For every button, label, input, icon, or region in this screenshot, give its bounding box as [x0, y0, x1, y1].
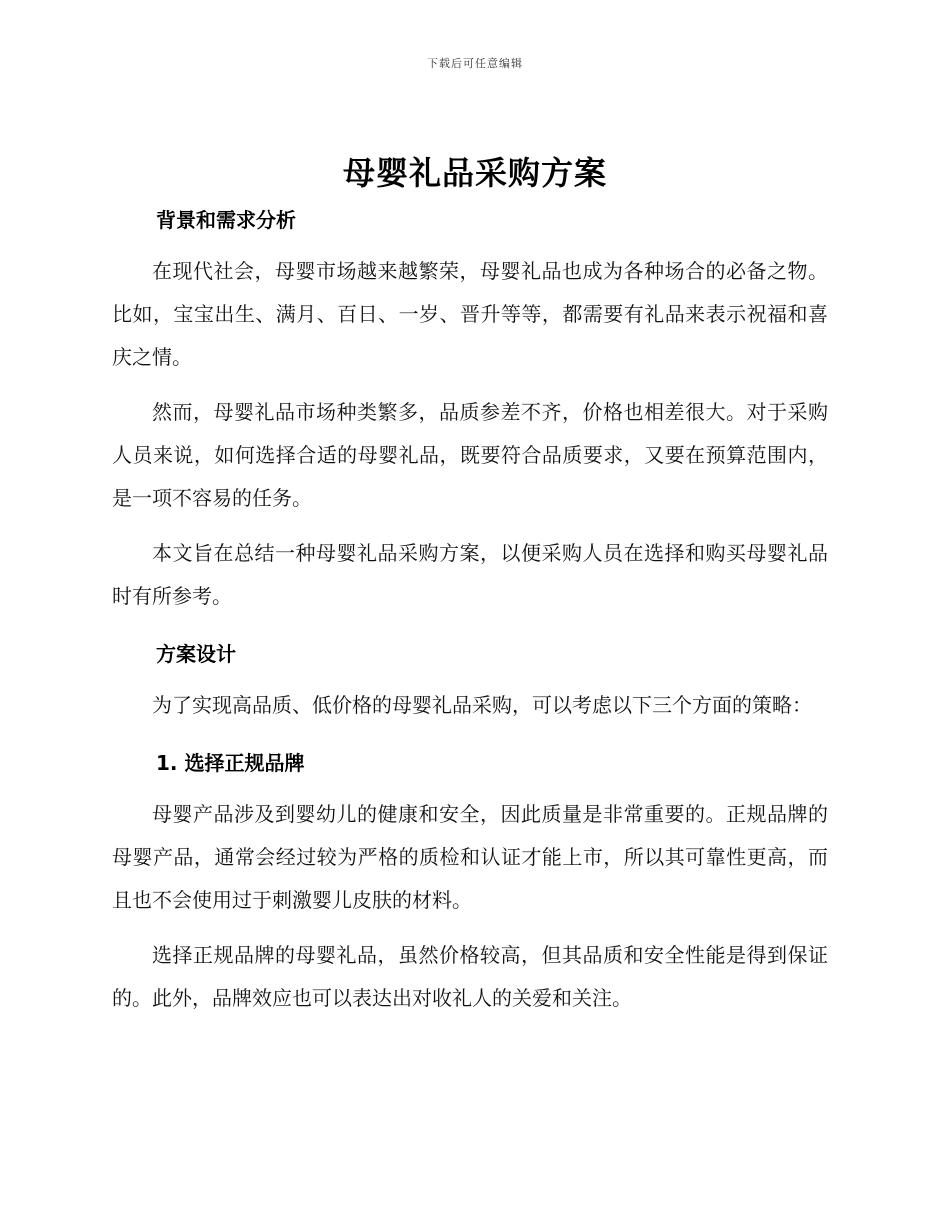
paragraph: 为了实现高品质、低价格的母婴礼品采购，可以考虑以下三个方面的策略：	[152, 693, 812, 717]
section-heading-background: 背景和需求分析	[156, 208, 296, 232]
section-heading-design: 方案设计	[156, 642, 236, 666]
page-header-note: 下载后可任意编辑	[427, 57, 523, 70]
subsection-heading-brand: 1. 选择正规品牌	[156, 751, 305, 775]
paragraph: 然而，母婴礼品市场种类繁多，品质参差不齐，价格也相差很大。对于采购人员来说，如何选择合适的母婴礼品，既要符合品质要求，又要在预算范围内，是一项不容易的任务。	[112, 400, 828, 510]
paragraph: 本文旨在总结一种母婴礼品采购方案，以便采购人员在选择和购买母婴礼品时有所参考。	[112, 541, 828, 608]
document-title: 母婴礼品采购方案	[342, 154, 607, 192]
document-body	[112, 202, 828, 1020]
paragraph: 选择正规品牌的母婴礼品，虽然价格较高，但其品质和安全性能是得到保证的。此外，品牌效应也可以表达出对收礼人的关爱和关注。	[112, 943, 828, 1010]
paragraph: 在现代社会，母婴市场越来越繁荣，母婴礼品也成为各种场合的必备之物。比如，宝宝出生、满月、百日、一岁、晋升等等，都需要有礼品来表示祝福和喜庆之情。	[112, 259, 828, 369]
paragraph: 母婴产品涉及到婴幼儿的健康和安全，因此质量是非常重要的。正规品牌的母婴产品，通常会经过较为严格的质检和认证才能上市，所以其可靠性更高，而且也不会使用过于刺激婴儿皮肤的材料。	[112, 802, 828, 912]
